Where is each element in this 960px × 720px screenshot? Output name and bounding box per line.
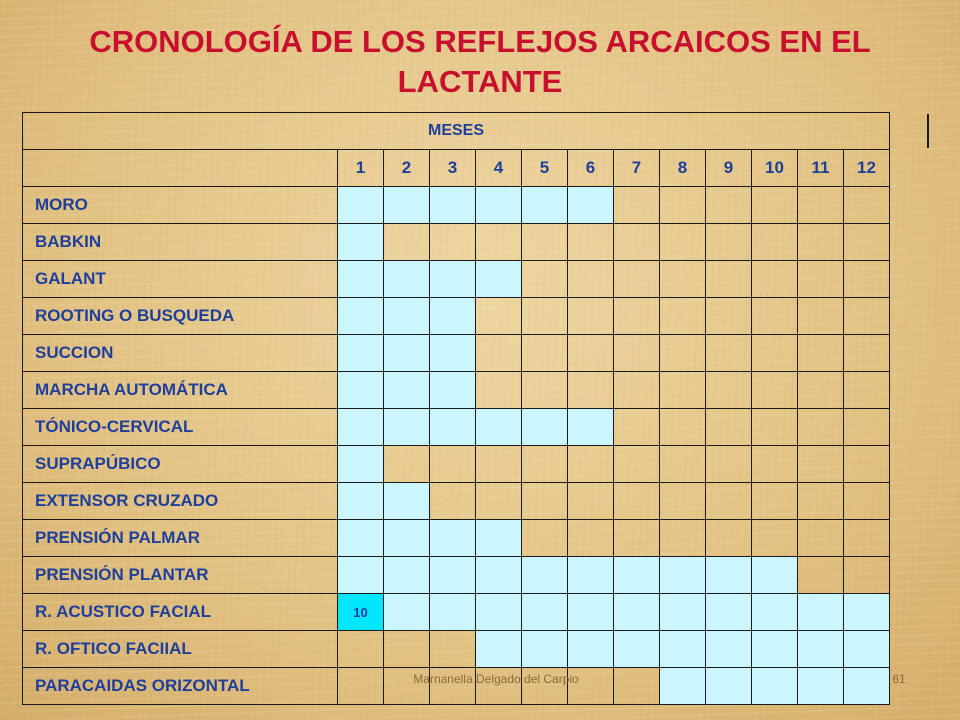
page-number: 61 (892, 672, 906, 686)
table-row (23, 446, 890, 483)
month-cell-9 (706, 298, 752, 335)
month-cell-12 (844, 446, 890, 483)
month-cell-6 (568, 483, 614, 520)
month-cell-7 (614, 557, 660, 594)
month-cell-1 (338, 372, 384, 409)
month-cell-2 (384, 409, 430, 446)
month-cell-9 (706, 483, 752, 520)
month-cell-12 (844, 187, 890, 224)
month-cell-7 (614, 298, 660, 335)
month-cell-5 (522, 594, 568, 631)
month-cell-5 (522, 335, 568, 372)
month-cell-11 (798, 409, 844, 446)
month-cell-1 (338, 668, 384, 705)
month-cell-7 (614, 372, 660, 409)
slide-title (0, 22, 960, 102)
month-cell-10 (752, 298, 798, 335)
month-cell-7 (614, 335, 660, 372)
table-row (23, 335, 890, 372)
table-row (23, 409, 890, 446)
reflex-chronology-table (22, 112, 890, 705)
month-header-9: 9 (706, 150, 752, 187)
reflex-label: R. OFTICO FACIIAL (23, 631, 338, 668)
title-line-1: CRONOLOGÍA DE LOS REFLEJOS ARCAICOS EN EL (89, 24, 871, 59)
month-cell-12 (844, 483, 890, 520)
month-cell-6 (568, 594, 614, 631)
reflex-label: PRENSIÓN PALMAR (23, 520, 338, 557)
month-header-8: 8 (660, 150, 706, 187)
month-cell-5 (522, 372, 568, 409)
footer-author: Marnanella Delgado del Carpio (413, 672, 579, 686)
reflex-label: BABKIN (23, 224, 338, 261)
reflex-label: MORO (23, 187, 338, 224)
month-cell-4 (476, 594, 522, 631)
month-cell-11 (798, 372, 844, 409)
month-cell-8 (660, 372, 706, 409)
month-cell-7 (614, 594, 660, 631)
month-cell-1 (338, 335, 384, 372)
month-cell-1 (338, 446, 384, 483)
month-cell-9 (706, 372, 752, 409)
month-cell-6 (568, 372, 614, 409)
month-cell-9 (706, 335, 752, 372)
month-cell-5 (522, 483, 568, 520)
month-cell-3 (430, 520, 476, 557)
month-cell-11 (798, 557, 844, 594)
month-cell-5 (522, 224, 568, 261)
month-cell-6 (568, 298, 614, 335)
month-cell-3 (430, 409, 476, 446)
month-cell-10 (752, 335, 798, 372)
month-cell-2 (384, 520, 430, 557)
month-header-6: 6 (568, 150, 614, 187)
month-cell-9 (706, 631, 752, 668)
month-cell-9 (706, 557, 752, 594)
month-cell-1 (338, 557, 384, 594)
month-cell-8 (660, 557, 706, 594)
month-cell-4 (476, 409, 522, 446)
month-cell-1 (338, 187, 384, 224)
month-cell-7 (614, 483, 660, 520)
month-cell-10 (752, 261, 798, 298)
month-cell-5 (522, 446, 568, 483)
reflex-label: TÓNICO-CERVICAL (23, 409, 338, 446)
month-cell-7 (614, 446, 660, 483)
month-cell-9 (706, 520, 752, 557)
month-cell-12 (844, 557, 890, 594)
month-cell-1 (338, 224, 384, 261)
month-cell-7 (614, 261, 660, 298)
month-cell-10 (752, 446, 798, 483)
month-cell-9 (706, 224, 752, 261)
month-cell-8 (660, 261, 706, 298)
month-cell-10 (752, 187, 798, 224)
table-row (23, 372, 890, 409)
month-cell-11 (798, 261, 844, 298)
month-cell-2 (384, 372, 430, 409)
table-row (23, 224, 890, 261)
month-cell-11 (798, 594, 844, 631)
month-cell-3 (430, 631, 476, 668)
month-cell-7 (614, 668, 660, 705)
month-cell-6 (568, 224, 614, 261)
month-cell-4 (476, 557, 522, 594)
month-cell-2 (384, 557, 430, 594)
month-cell-11 (798, 224, 844, 261)
month-cell-4 (476, 483, 522, 520)
month-cell-6 (568, 261, 614, 298)
month-cell-12 (844, 261, 890, 298)
reflex-label: R. ACUSTICO FACIAL (23, 594, 338, 631)
reflex-label: EXTENSOR CRUZADO (23, 483, 338, 520)
header-empty-cell (23, 150, 338, 187)
month-cell-7 (614, 631, 660, 668)
month-cell-2 (384, 335, 430, 372)
month-cell-7 (614, 224, 660, 261)
month-cell-12 (844, 631, 890, 668)
month-cell-8 (660, 446, 706, 483)
edge-marker (927, 114, 929, 148)
month-cell-3 (430, 261, 476, 298)
month-cell-9 (706, 409, 752, 446)
month-cell-5 (522, 261, 568, 298)
month-cell-7 (614, 520, 660, 557)
reflex-label: ROOTING O BUSQUEDA (23, 298, 338, 335)
month-cell-9 (706, 594, 752, 631)
month-cell-6 (568, 409, 614, 446)
month-cell-11 (798, 187, 844, 224)
month-cell-4 (476, 372, 522, 409)
table-row (23, 298, 890, 335)
month-cell-10 (752, 557, 798, 594)
month-cell-10 (752, 594, 798, 631)
month-cell-5 (522, 298, 568, 335)
month-cell-11 (798, 335, 844, 372)
table-row (23, 187, 890, 224)
month-cell-1 (338, 483, 384, 520)
month-cell-10 (752, 409, 798, 446)
month-header-11: 11 (798, 150, 844, 187)
month-cell-7 (614, 187, 660, 224)
month-cell-11 (798, 668, 844, 705)
month-cell-8 (660, 668, 706, 705)
month-cell-8 (660, 335, 706, 372)
month-cell-6 (568, 520, 614, 557)
month-cell-3 (430, 446, 476, 483)
month-header-5: 5 (522, 150, 568, 187)
month-cell-3 (430, 335, 476, 372)
month-cell-3 (430, 187, 476, 224)
month-cell-12 (844, 372, 890, 409)
month-cell-11 (798, 298, 844, 335)
month-cell-12 (844, 409, 890, 446)
month-cell-2 (384, 594, 430, 631)
month-cell-3 (430, 298, 476, 335)
month-cell-2 (384, 261, 430, 298)
month-cell-10 (752, 372, 798, 409)
title-line-2: LACTANTE (397, 64, 563, 99)
month-cell-11 (798, 483, 844, 520)
month-cell-11 (798, 520, 844, 557)
table-row (23, 261, 890, 298)
table-row (23, 520, 890, 557)
month-header-7: 7 (614, 150, 660, 187)
month-cell-4 (476, 446, 522, 483)
month-cell-3 (430, 483, 476, 520)
month-cell-10 (752, 668, 798, 705)
month-header-2: 2 (384, 150, 430, 187)
month-cell-6 (568, 335, 614, 372)
month-cell-12 (844, 520, 890, 557)
month-cell-5 (522, 520, 568, 557)
reflex-label: SUPRAPÚBICO (23, 446, 338, 483)
month-cell-9 (706, 668, 752, 705)
month-cell-2 (384, 187, 430, 224)
month-cell-1 (338, 631, 384, 668)
month-cell-5 (522, 557, 568, 594)
month-cell-2 (384, 483, 430, 520)
month-cell-11 (798, 446, 844, 483)
month-cell-6 (568, 631, 614, 668)
month-cell-3 (430, 372, 476, 409)
month-cell-2 (384, 224, 430, 261)
month-cell-8 (660, 594, 706, 631)
month-cell-1: 10 (338, 594, 384, 631)
month-cell-9 (706, 446, 752, 483)
month-cell-5 (522, 631, 568, 668)
month-cell-8 (660, 631, 706, 668)
month-cell-6 (568, 187, 614, 224)
month-cell-8 (660, 187, 706, 224)
reflex-label: GALANT (23, 261, 338, 298)
month-cell-2 (384, 446, 430, 483)
month-header-3: 3 (430, 150, 476, 187)
month-cell-4 (476, 187, 522, 224)
reflex-label: MARCHA AUTOMÁTICA (23, 372, 338, 409)
month-header-12: 12 (844, 150, 890, 187)
month-cell-3 (430, 594, 476, 631)
month-cell-4 (476, 631, 522, 668)
month-cell-8 (660, 409, 706, 446)
month-cell-4 (476, 298, 522, 335)
month-cell-1 (338, 261, 384, 298)
month-cell-8 (660, 520, 706, 557)
reflex-label: PARACAIDAS ORIZONTAL (23, 668, 338, 705)
month-cell-3 (430, 224, 476, 261)
month-cell-3 (430, 557, 476, 594)
month-cell-12 (844, 668, 890, 705)
table-row (23, 594, 890, 631)
header-row-meses (23, 113, 890, 150)
month-cell-2 (384, 631, 430, 668)
month-cell-12 (844, 298, 890, 335)
month-cell-12 (844, 594, 890, 631)
table-row (23, 631, 890, 668)
month-cell-11 (798, 631, 844, 668)
header-meses: MESES (23, 113, 890, 150)
month-cell-4 (476, 224, 522, 261)
month-cell-8 (660, 224, 706, 261)
month-cell-9 (706, 187, 752, 224)
header-row-months (23, 150, 890, 187)
month-cell-12 (844, 335, 890, 372)
reflex-label: SUCCION (23, 335, 338, 372)
month-cell-10 (752, 224, 798, 261)
month-cell-2 (384, 298, 430, 335)
month-cell-10 (752, 520, 798, 557)
month-cell-5 (522, 409, 568, 446)
month-cell-4 (476, 335, 522, 372)
month-cell-6 (568, 446, 614, 483)
month-header-1: 1 (338, 150, 384, 187)
month-cell-10 (752, 483, 798, 520)
month-cell-7 (614, 409, 660, 446)
table-row (23, 483, 890, 520)
month-cell-4 (476, 520, 522, 557)
month-cell-8 (660, 298, 706, 335)
month-cell-6 (568, 557, 614, 594)
month-cell-8 (660, 483, 706, 520)
reflex-label: PRENSIÓN PLANTAR (23, 557, 338, 594)
reflex-chronology-table-wrap (22, 112, 890, 705)
month-cell-9 (706, 261, 752, 298)
month-cell-1 (338, 298, 384, 335)
month-header-4: 4 (476, 150, 522, 187)
month-cell-10 (752, 631, 798, 668)
table-row (23, 557, 890, 594)
month-cell-4 (476, 261, 522, 298)
month-cell-5 (522, 187, 568, 224)
month-cell-1 (338, 520, 384, 557)
month-header-10: 10 (752, 150, 798, 187)
month-cell-12 (844, 224, 890, 261)
month-cell-1 (338, 409, 384, 446)
